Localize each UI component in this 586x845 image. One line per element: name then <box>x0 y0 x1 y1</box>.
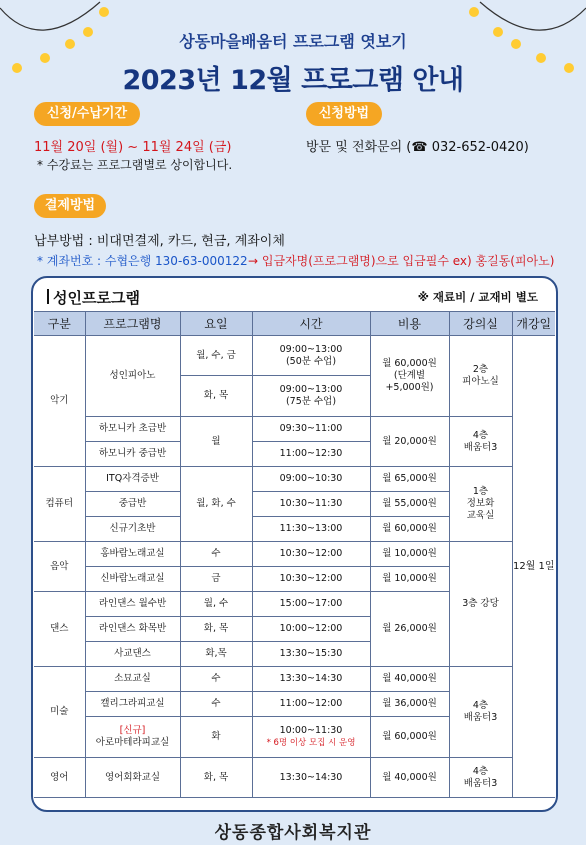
program-itq: ITQ자격증반 <box>85 467 180 492</box>
piano-time-2-note: (75분 수업) <box>285 396 337 407</box>
header-fee: 비용 <box>370 312 449 336</box>
piano-time-1-note: (50분 수업) <box>285 355 337 367</box>
header-program: 프로그램명 <box>85 312 180 336</box>
header-days: 요일 <box>180 312 252 336</box>
program-harmonica-beginner: 하모니카 초급반 <box>85 417 180 442</box>
music-time-2: 10:30~12:00 <box>252 567 370 592</box>
english-days: 화, 목 <box>180 758 252 798</box>
harmonica-room-floor: 4층 <box>472 429 489 441</box>
program-table <box>34 311 555 798</box>
table-row <box>34 336 555 376</box>
dance-time-3: 13:30~15:30 <box>252 642 370 667</box>
piano-fee-note-2: +5,000원) <box>385 382 434 393</box>
category-music: 음악 <box>34 542 85 592</box>
art-days-2: 수 <box>180 692 252 717</box>
new-badge: [신규] <box>119 725 146 736</box>
application-period-label: 신청/수납기간 <box>34 102 140 126</box>
fee-note: * 수강료는 프로그램별로 상이합니다. <box>37 158 233 172</box>
category-dance: 댄스 <box>34 592 85 667</box>
computer-fee-1: 월 65,000원 <box>370 467 449 492</box>
program-new-basic: 신규기초반 <box>85 517 180 542</box>
art-time-2: 11:00~12:00 <box>252 692 370 717</box>
dance-time-2: 10:00~12:00 <box>252 617 370 642</box>
english-room-floor: 4층 <box>472 765 489 777</box>
table-row <box>34 542 555 567</box>
english-room <box>449 758 512 798</box>
header-time: 시간 <box>252 312 370 336</box>
program-piano: 성인피아노 <box>85 336 180 417</box>
computer-fee-3: 월 60,000원 <box>370 517 449 542</box>
bank-account: * 계좌번호 : 수협은행 130-63-000122 <box>37 254 248 268</box>
program-shin-song: 신바람노래교실 <box>85 567 180 592</box>
program-calligraphy: 캘리그라피교실 <box>85 692 180 717</box>
aroma-min-enrollment-note: * 6명 이상 모집 시 운영 <box>266 738 356 748</box>
music-fee-2: 월 10,000원 <box>370 567 449 592</box>
category-english: 영어 <box>34 758 85 798</box>
dance-time-1: 15:00~17:00 <box>252 592 370 617</box>
table-row <box>34 758 555 798</box>
program-hong-song: 홍바람노래교실 <box>85 542 180 567</box>
harmonica-days: 월 <box>180 417 252 467</box>
art-days-1: 수 <box>180 667 252 692</box>
deposit-instruction: → 입금자명(프로그램명)으로 입금필수 ex) 홍길동(피아노) <box>248 254 555 268</box>
piano-time-1-value: 09:00~13:00 <box>279 343 343 355</box>
piano-room <box>449 336 512 417</box>
piano-time-1 <box>252 336 370 376</box>
table-row <box>34 467 555 492</box>
header-room: 강의실 <box>449 312 512 336</box>
header-category: 구분 <box>34 312 85 336</box>
aroma-time-value: 10:00~11:30 <box>279 725 343 736</box>
section-title: 성인프로그램 <box>53 289 140 307</box>
payment-method-label: 결제방법 <box>34 194 106 218</box>
computer-room-name-2: 교육실 <box>466 510 495 521</box>
piano-time-2-value: 09:00~13:00 <box>279 384 343 395</box>
piano-room-name: 피아노실 <box>462 376 499 387</box>
music-days-1: 수 <box>180 542 252 567</box>
table-header-row <box>34 312 555 336</box>
dance-days-1: 월, 수 <box>180 592 252 617</box>
table-row <box>34 667 555 692</box>
computer-time-2: 10:30~11:30 <box>252 492 370 517</box>
dance-days-3: 화,목 <box>180 642 252 667</box>
dance-fee: 월 26,000원 <box>370 592 449 667</box>
computer-room <box>449 467 512 542</box>
computer-time-3: 11:30~13:00 <box>252 517 370 542</box>
page-title: 2023년 12월 프로그램 안내 <box>122 65 464 96</box>
program-intermediate: 중급반 <box>85 492 180 517</box>
piano-time-2 <box>252 376 370 417</box>
materials-note: ※ 재료비 / 교재비 별도 <box>417 290 538 304</box>
computer-fee-2: 월 55,000원 <box>370 492 449 517</box>
computer-room-name-1: 정보화 <box>466 498 495 509</box>
application-dates: 11월 20일 (월) ~ 11월 24일 (금) <box>34 140 232 155</box>
payment-methods: 납부방법 : 비대면결제, 카드, 현금, 계좌이체 <box>34 234 285 249</box>
harmonica-time-1: 09:30~11:00 <box>252 417 370 442</box>
application-method-text: 방문 및 전화문의 (☎ 032-652-0420) <box>306 140 529 155</box>
piano-fee-note-1: (단계별 <box>393 370 426 381</box>
english-time: 13:30~14:30 <box>252 758 370 798</box>
program-line-dance-mw: 라인댄스 월수반 <box>85 592 180 617</box>
organization-signature: 상동종합사회복지관 <box>214 823 372 843</box>
program-drawing: 소묘교실 <box>85 667 180 692</box>
piano-fee <box>370 336 449 417</box>
music-time-1: 10:30~12:00 <box>252 542 370 567</box>
piano-room-floor: 2층 <box>472 364 489 375</box>
art-fee-2: 월 36,000원 <box>370 692 449 717</box>
computer-room-floor: 1층 <box>472 486 489 497</box>
program-social-dance: 사교댄스 <box>85 642 180 667</box>
art-room-floor: 4층 <box>472 700 489 711</box>
piano-days-1: 월, 수, 금 <box>180 336 252 376</box>
music-fee-1: 월 10,000원 <box>370 542 449 567</box>
shared-room: 3층 강당 <box>449 542 512 667</box>
header-start-date: 개강일 <box>512 312 555 336</box>
computer-days: 월, 화, 수 <box>180 467 252 542</box>
harmonica-time-2: 11:00~12:30 <box>252 442 370 467</box>
program-line-dance-tt: 라인댄스 화목반 <box>85 617 180 642</box>
harmonica-room <box>449 417 512 467</box>
page-subtitle: 상동마을배움터 프로그램 엿보기 <box>179 32 407 51</box>
harmonica-room-name: 배움터3 <box>463 441 498 453</box>
art-fee-1: 월 40,000원 <box>370 667 449 692</box>
english-fee: 월 40,000원 <box>370 758 449 798</box>
computer-time-1: 09:00~10:30 <box>252 467 370 492</box>
category-art: 미술 <box>34 667 85 758</box>
table-row <box>34 417 555 442</box>
aromatherapy-name: 아로마테라피교실 <box>95 737 170 748</box>
application-method-label: 신청방법 <box>306 102 382 126</box>
start-date: 12월 1일 <box>512 336 555 798</box>
category-computer: 컴퓨터 <box>34 467 85 542</box>
dance-days-2: 화, 목 <box>180 617 252 642</box>
piano-fee-value: 월 60,000원 <box>382 358 437 369</box>
program-harmonica-intermediate: 하모니카 중급반 <box>85 442 180 467</box>
art-room-name: 배움터3 <box>463 712 498 723</box>
piano-days-2: 화, 목 <box>180 376 252 417</box>
aroma-fee: 월 60,000원 <box>370 717 449 758</box>
harmonica-fee: 월 20,000원 <box>370 417 449 467</box>
category-instrument: 악기 <box>34 336 85 467</box>
program-aromatherapy <box>85 717 180 758</box>
aroma-days: 화 <box>180 717 252 758</box>
music-days-2: 금 <box>180 567 252 592</box>
adult-program-panel <box>31 276 558 812</box>
art-room <box>449 667 512 758</box>
art-time-1: 13:30~14:30 <box>252 667 370 692</box>
program-english: 영어회화교실 <box>85 758 180 798</box>
english-room-name: 배움터3 <box>463 777 498 789</box>
aroma-time <box>252 717 370 758</box>
